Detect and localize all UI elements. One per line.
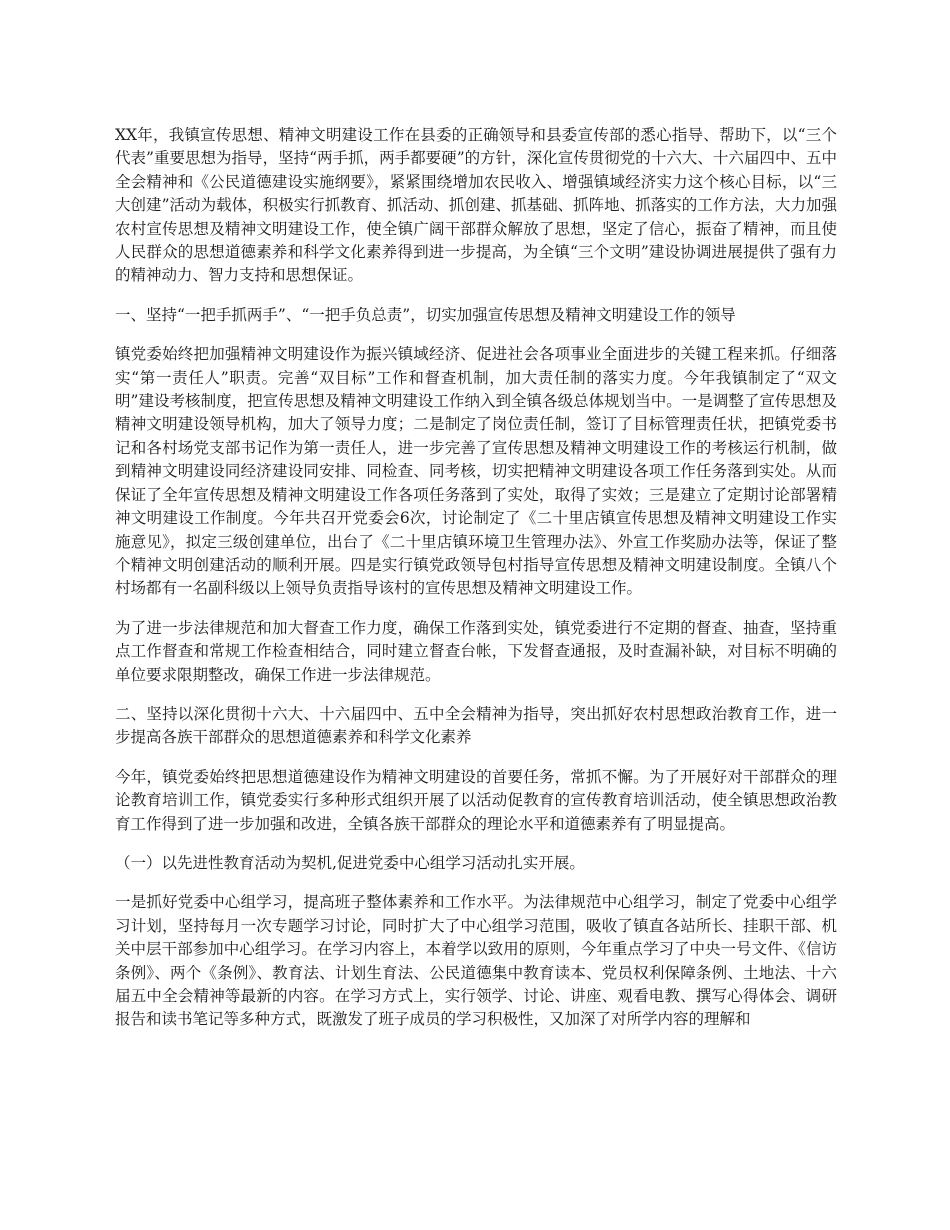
- section-heading-2: 二、坚持以深化贯彻十六大、十六届四中、五中全会精神为指导，突出抓好农村思想政治教育工作，进一步提高各族干部群众的思想道德素养和科学文化素养: [115, 704, 837, 747]
- section-1-paragraph-1: 镇党委始终把加强精神文明建设作为振兴镇域经济、促进社会各项事业全面进步的关键工程来抓。仔细落实“第一责任人”职责。完善“双目标”工作和督查机制，加大责任制的落实力度。今年我镇制定了“双文明”建设考核制度，把宣传思想及精神文明建设工作纳入到全镇各级总体规划当中。一是调整了宣传思想及精神文明建设领导机构，加大了领导力度；二是制定了岗位责任制，签订了目标管理责任状，把镇党委书记和各村场党支部书记作为第一责任人，进一步完善了宣传思想及精神文明建设工作的考核运行机制，做到精神文明建设同经济建设同安排、同检查、同考核，切实把精神文明建设各项工作任务落到实处。从而保证了全年宣传思想及精神文明建设工作各项任务落到了实处，取得了实效；三是建立了定期讨论部署精神文明建设工作制度。今年共召开党委会6次，讨论制定了《二十里店镇宣传思想及精神文明建设工作实施意见》，拟定三级创建单位，出台了《二十里店镇环境卫生管理办法》、外宣工作奖励办法等，保证了整个精神文明创建活动的顺利开展。四是实行镇党政领导包村指导宣传思想及精神文明建设制度。全镇八个村场都有一名副科级以上领导负责指导该村的宣传思想及精神文明建设工作。: [115, 345, 837, 598]
- subsection-heading-1: （一）以先进性教育活动为契机,促进党委中心组学习活动扎实开展。: [115, 853, 585, 872]
- section-2-paragraph-1: 今年，镇党委始终把思想道德建设作为精神文明建设的首要任务，常抓不懈。为了开展好对干部群众的理论教育培训工作，镇党委实行多种形式组织开展了以活动促教育的宣传教育培训活动，使全镇思想政治教育工作得到了进一步加强和改进，全镇各族干部群众的理论水平和道德素养有了明显提高。: [115, 767, 837, 833]
- section-1-paragraph-2: 为了进一步法律规范和加大督查工作力度，确保工作落到实处，镇党委进行不定期的督查、抽查，坚持重点工作督查和常规工作检查相结合，同时建立督查台帐，下发督查通报，及时查漏补缺，对目标不明确的单位要求限期整改，确保工作进一步法律规范。: [115, 618, 837, 684]
- intro-paragraph: XX年，我镇宣传思想、精神文明建设工作在县委的正确领导和县委宣传部的悉心指导、帮助下，以“三个代表”重要思想为指导，坚持“两手抓，两手都要硬”的方针，深化宣传贯彻党的十六大、十六届四中、五中全会精神和《公民道德建设实施纲要》，紧紧围绕增加农民收入、增强镇域经济实力这个核心目标，以“三大创建”活动为载体，积极实行抓教育、抓活动、抓创建、抓基础、抓阵地、抓落实的工作方法，大力加强农村宣传思想及精神文明建设工作，使全镇广阔干部群众解放了思想，坚定了信心，振奋了精神，而且使人民群众的思想道德素养和科学文化素养得到进一步提高，为全镇“三个文明”建设协调进展提供了强有力的精神动力、智力支持和思想保证。: [115, 126, 837, 285]
- subsection-1-paragraph-1: 一是抓好党委中心组学习，提高班子整体素养和工作水平。为法律规范中心组学习，制定了党委中心组学习计划，坚持每月一次专题学习讨论，同时扩大了中心组学习范围，吸收了镇直各站所长、挂职干部、机关中层干部参加中心组学习。在学习内容上，本着学以致用的原则，今年重点学习了中央一号文件、《信访条例》、两个《条例》、教育法、计划生育法、公民道德集中教育读本、党员权利保障条例、土地法、十六届五中全会精神等最新的内容。在学习方式上，实行领学、讨论、讲座、观看电教、撰写心得体会、调研报告和读书笔记等多种方式，既激发了班子成员的学习积极性，又加深了对所学内容的理解和: [115, 893, 837, 1029]
- document-body: [115, 124, 837, 1048]
- section-heading-1: 一、坚持“一把手抓两手”、“一把手负总责”，切实加强宣传思想及精神文明建设工作的领导: [115, 305, 736, 324]
